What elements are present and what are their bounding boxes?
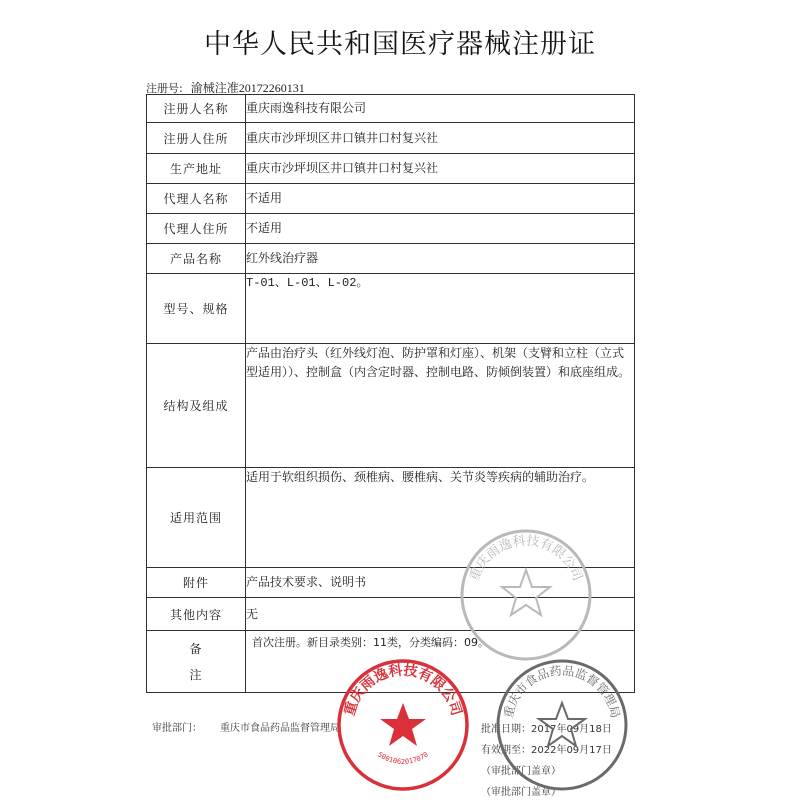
row-label: 注册人住所 — [147, 123, 246, 154]
registration-number: 渝械注准20172260131 — [190, 81, 305, 95]
row-label: 其他内容 — [147, 598, 246, 631]
page-title: 中华人民共和国医疗器械注册证 — [204, 29, 596, 60]
table-row — [147, 123, 635, 154]
star-icon — [380, 703, 426, 746]
row-value: 适用于软组织损伤、颈椎病、腰椎病、关节炎等疾病的辅助治疗。 — [246, 468, 635, 568]
svg-text:5001062017070 — [376, 751, 430, 766]
row-value: 重庆市沙坪坝区井口镇井口村复兴社 — [246, 123, 635, 154]
row-label: 结构及组成 — [147, 344, 246, 468]
approval-department — [152, 719, 358, 734]
row-label: 生产地址 — [147, 154, 246, 184]
faded-seal-text: 重庆雨逸科技有限公司 — [467, 533, 585, 584]
table-row — [147, 214, 635, 244]
row-value: 重庆雨逸科技有限公司 — [246, 95, 635, 123]
row-value: 无 — [246, 598, 635, 631]
approval-date-value: 2017年09月18日 — [531, 724, 612, 735]
row-value: 不适用 — [246, 214, 635, 244]
company-seal-text: 重庆雨逸科技有限公司 — [341, 662, 465, 718]
svg-text:重庆市食品药品监督管理局 — [500, 664, 622, 720]
row-label: 附件 — [147, 568, 246, 598]
row-label: 型号、规格 — [147, 274, 246, 344]
approval-dept-value: 重庆市食品药品监督管理局 — [220, 723, 340, 734]
table-row — [147, 154, 635, 184]
table-row — [147, 95, 635, 123]
row-label: 代理人住所 — [147, 214, 246, 244]
table-row — [147, 274, 635, 344]
company-seal-number: 5001062017070 — [376, 750, 430, 766]
table-row — [147, 184, 635, 214]
seal-caption-2: （审批部门盖章） — [481, 787, 561, 798]
row-value: 重庆市沙坪坝区井口镇井口村复兴社 — [246, 154, 635, 184]
star-icon — [539, 703, 585, 746]
row-label — [147, 631, 246, 693]
row-label: 注册人名称 — [147, 95, 246, 123]
row-value: 不适用 — [246, 184, 635, 214]
notes-text: 首次注册。新目录类别：11类，分类编码：09。 — [252, 636, 489, 649]
row-label: 产品名称 — [147, 244, 246, 274]
row-label: 适用范围 — [147, 468, 246, 568]
valid-until-value: 2022年09月17日 — [531, 745, 612, 756]
registration-label: 注册号: — [146, 82, 183, 95]
row-value: 产品技术要求、说明书 — [246, 568, 635, 598]
approval-dept-label: 审批部门： — [152, 723, 202, 734]
company-seal — [333, 655, 473, 795]
table-row — [147, 344, 635, 468]
table-row — [147, 244, 635, 274]
authority-seal — [492, 655, 632, 795]
row-value: 产品由治疗头（红外线灯泡、防护罩和灯座）、机架（支臂和立柱（立式型适用））、控制盒（内含定时器、控制电路、防倾倒装置）和底座组成。 — [246, 344, 635, 468]
faded-company-seal — [456, 525, 596, 665]
row-value: T-01、L-01、L-02。 — [246, 274, 635, 344]
svg-text:重庆雨逸科技有限公司 — [467, 533, 585, 584]
star-icon — [502, 570, 550, 615]
valid-until-label: 有效期至： — [481, 745, 531, 756]
authority-seal-text: 重庆市食品药品监督管理局 — [501, 663, 623, 720]
notes-label-line2: 注 — [189, 667, 203, 682]
row-value: 红外线治疗器 — [246, 244, 635, 274]
notes-label-line1: 备 — [189, 641, 203, 656]
row-label: 代理人名称 — [147, 184, 246, 214]
approval-date-label: 批准日期： — [481, 724, 531, 735]
seal-caption-1: （审批部门盖章） — [481, 766, 561, 777]
